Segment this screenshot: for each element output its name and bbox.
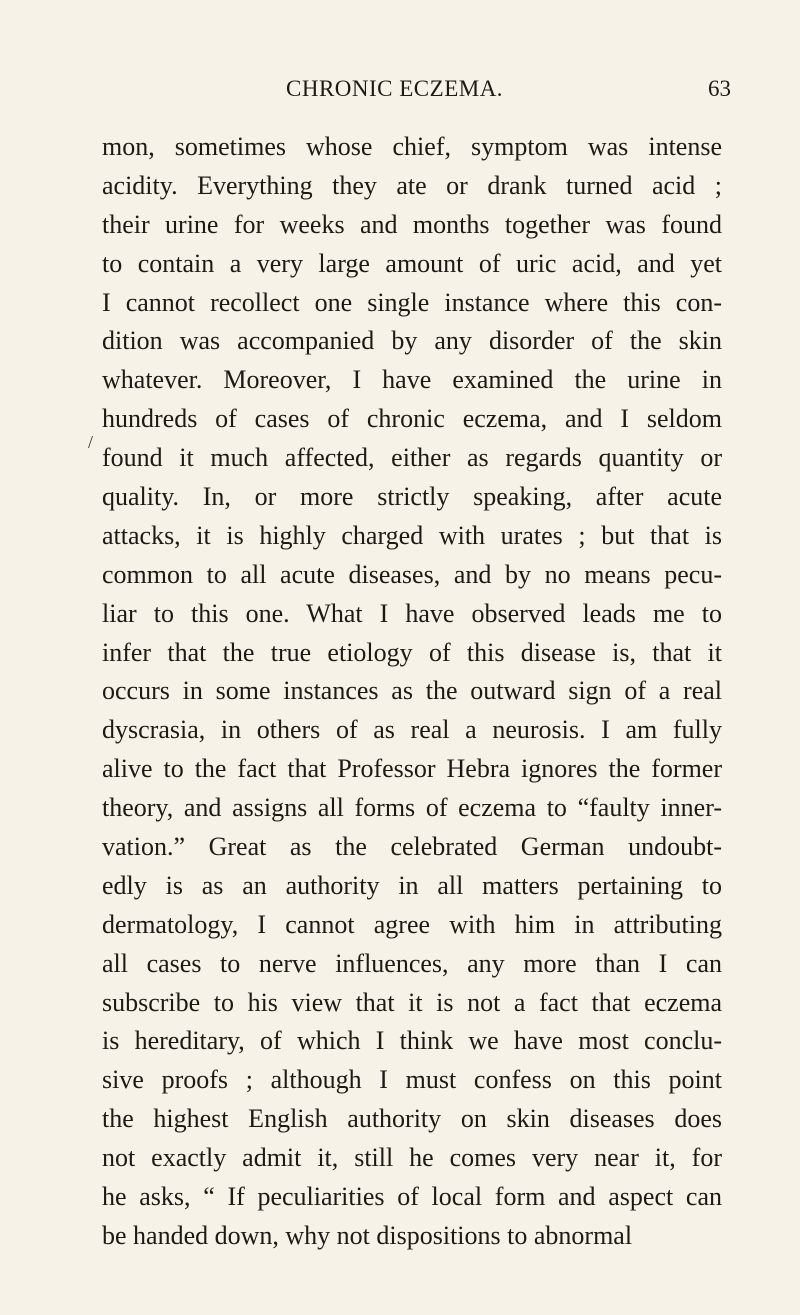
text-line: attacks, it is highly charged with urates ; but that is bbox=[102, 520, 722, 550]
text-line: infer that the true etiology of this disease is, that it bbox=[102, 637, 722, 667]
text-line: not exactly admit it, still he comes very near it, for bbox=[102, 1143, 722, 1173]
text-line: he asks, “ If peculiarities of local form and aspect can bbox=[102, 1182, 722, 1212]
text-line: vation.” Great as the celebrated German undoubt- bbox=[102, 832, 722, 862]
text-line: dition was accompanied by any disorder of the skin bbox=[102, 326, 722, 356]
text-line: common to all acute diseases, and by no means pecu- bbox=[102, 559, 722, 589]
text-line: all cases to nerve influences, any more than I can bbox=[102, 948, 722, 978]
text-line: alive to the fact that Professor Hebra ignores the former bbox=[102, 754, 722, 784]
text-line: mon, sometimes whose chief, symptom was intense bbox=[102, 132, 722, 161]
body-text bbox=[102, 128, 722, 1256]
text-line: I cannot recollect one single instance where this con- bbox=[102, 287, 722, 317]
text-line: occurs in some instances as the outward sign of a real bbox=[102, 676, 722, 706]
text-line: be handed down, why not dispositions to abnormal bbox=[102, 1220, 633, 1250]
text-line: liar to this one. What I have observed leads me to bbox=[102, 598, 722, 628]
text-line: found it much affected, either as regards quantity or bbox=[102, 443, 722, 473]
text-line: dermatology, I cannot agree with him in attributing bbox=[102, 909, 722, 939]
text-line: their urine for weeks and months together was found bbox=[102, 209, 722, 239]
text-line: whatever. Moreover, I have examined the urine in bbox=[102, 365, 722, 395]
text-line: to contain a very large amount of uric acid, and yet bbox=[102, 248, 722, 278]
text-line: is hereditary, of which I think we have most conclu- bbox=[102, 1026, 722, 1056]
text-line: the highest English authority on skin diseases does bbox=[102, 1104, 722, 1134]
text-line: dyscrasia, in others of as real a neurosis. I am fully bbox=[102, 715, 722, 745]
running-head: CHRONIC ECZEMA. bbox=[286, 76, 504, 101]
text-line: hundreds of cases of chronic eczema, and I seldom bbox=[102, 404, 722, 434]
text-line: quality. In, or more strictly speaking, after acute bbox=[102, 482, 722, 512]
text-line: sive proofs ; although I must confess on this point bbox=[102, 1065, 722, 1095]
text-line: subscribe to his view that it is not a fact that eczema bbox=[102, 987, 722, 1017]
text-line: edly is as an authority in all matters pertaining to bbox=[102, 870, 722, 900]
text-line: acidity. Everything they ate or drank turned acid ; bbox=[102, 170, 722, 200]
text-line: theory, and assigns all forms of eczema to “faulty inner- bbox=[102, 793, 722, 823]
page-number: 63 bbox=[708, 76, 731, 101]
margin-mark: / bbox=[88, 432, 94, 452]
